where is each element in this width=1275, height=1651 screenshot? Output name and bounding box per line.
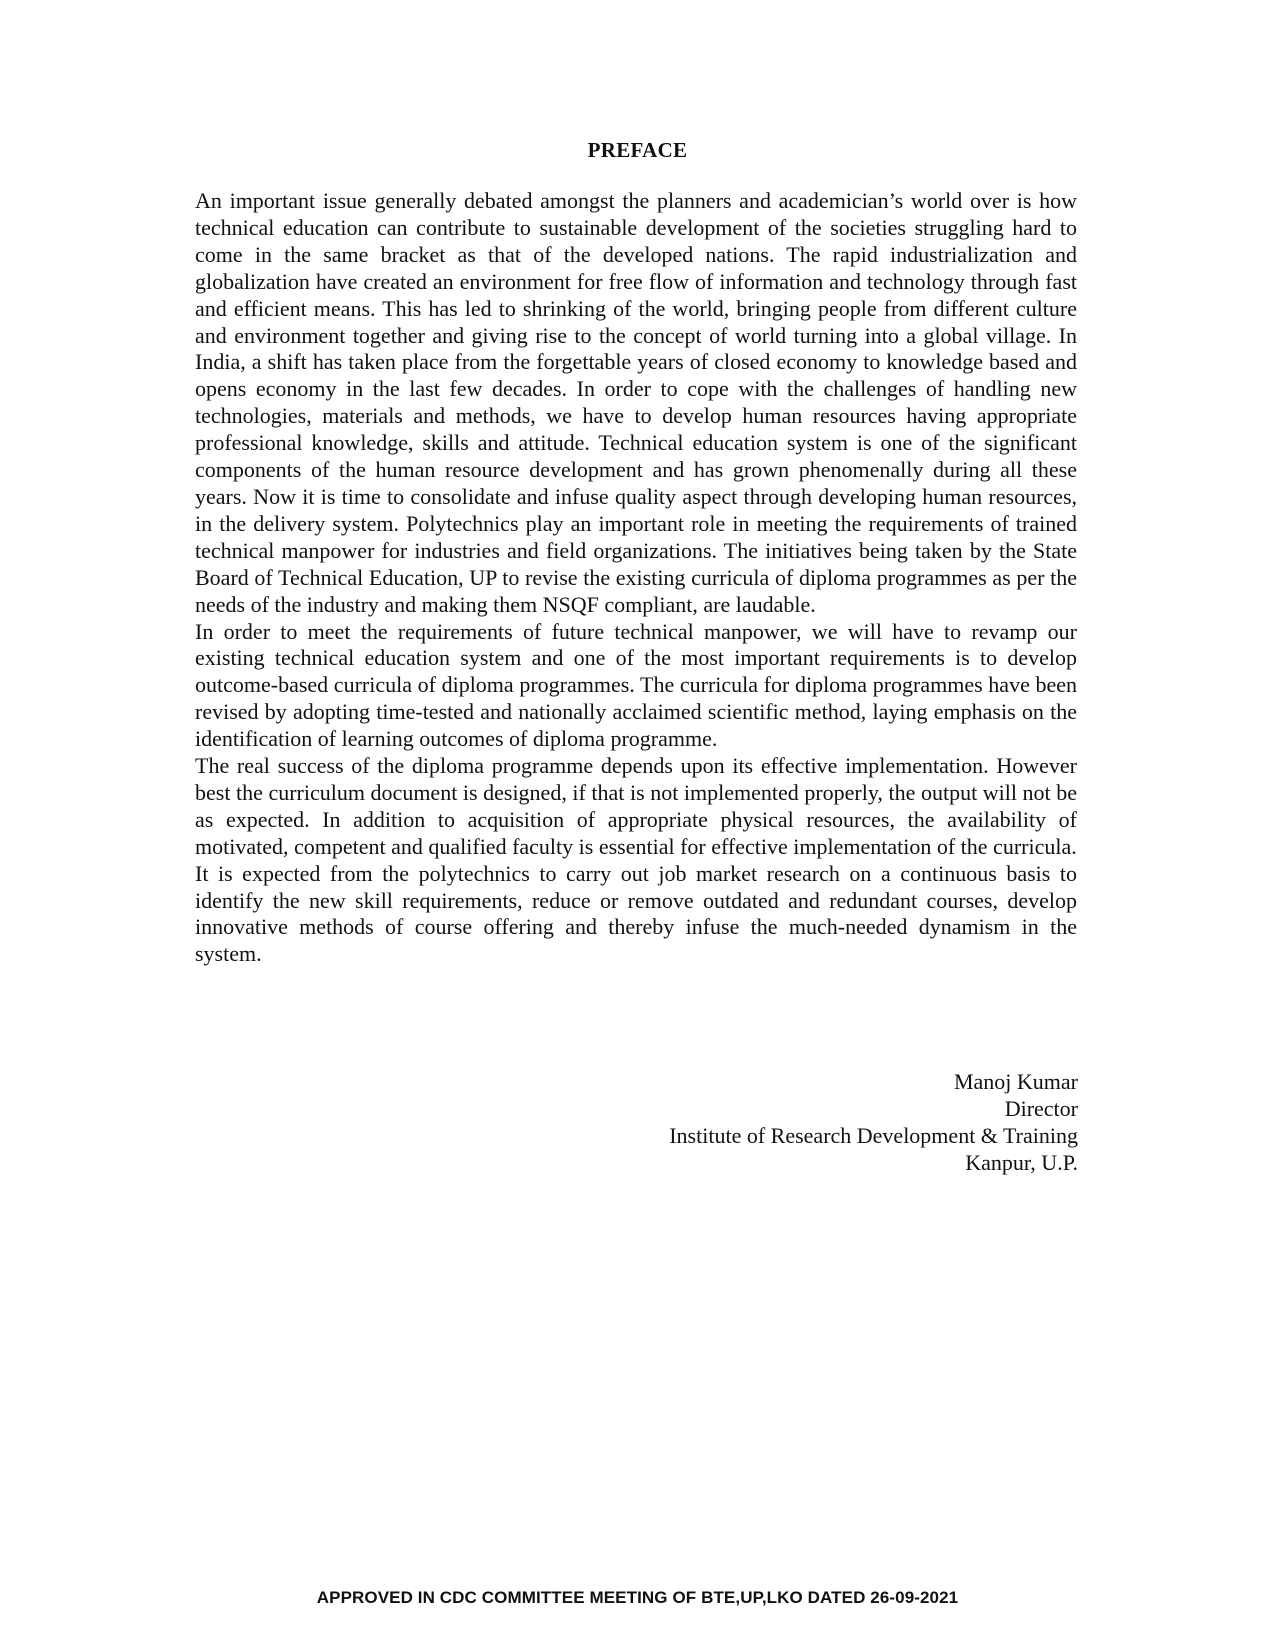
approval-footer: APPROVED IN CDC COMMITTEE MEETING OF BTE,UP,LKO DATED 26-09-2021 <box>316 1588 959 1607</box>
preface-body <box>195 188 1077 968</box>
signatory-location: Kanpur, U.P. <box>965 1150 1078 1175</box>
page-title: PREFACE <box>587 138 688 162</box>
paragraph-3: The real success of the diploma programme depends upon its effective implementation. However best the curriculum document is designed, if that is not implemented properly, the output will not be as expected. In addition to acquisition of appropriate physical resources, the availability of motivated, competent and qualified faculty is essential for effective implementation of the curricula. <box>195 753 1077 859</box>
signature-block <box>669 1068 1078 1176</box>
signatory-name: Manoj Kumar <box>953 1069 1078 1094</box>
signatory-designation: Director <box>1004 1096 1078 1121</box>
paragraph-4: It is expected from the polytechnics to carry out job market research on a continuous basis to identify the new skill requirements, reduce or remove outdated and redundant courses, develop innovative methods of course offering and thereby infuse the much-needed dynamism in the system. <box>195 860 1077 967</box>
paragraph-2: In order to meet the requirements of future technical manpower, we will have to revamp our existing technical education system and one of the most important requirements is to develop outcome-based curricula of diploma programmes. The curricula for diploma programmes have been revised by adopting time-tested and nationally acclaimed scientific method, laying emphasis on the identification of learning outcomes of diploma programme. <box>195 618 1077 752</box>
signatory-institute: Institute of Research Development & Training <box>669 1123 1078 1148</box>
paragraph-1: An important issue generally debated amongst the planners and academician’s world over is how technical education can contribute to sustainable development of the societies struggling hard to come in the same bracket as that of the developed nations. The rapid industrialization and globalization have created an environment for free flow of information and technology through fast and efficient means. This has led to shrinking of the world, bringing people from different culture and environment together and giving rise to the concept of world turning into a global village. In India, a shift has taken place from the forgettable years of closed economy to knowledge based and opens economy in the last few decades. In order to cope with the challenges of handling new technologies, materials and methods, we have to develop human resources having appropriate professional knowledge, skills and attitude. Technical education system is one of the significant components of the human resource development and has grown phenomenally during all these years. Now it is time to consolidate and infuse quality aspect through developing human resources, in the delivery system. Polytechnics play an important role in meeting the requirements of trained technical manpower for industries and field organizations. The initiatives being taken by the State Board of Technical Education, UP to revise the existing curricula of diploma programmes as per the needs of the industry and making them NSQF compliant, are laudable. <box>195 188 1077 617</box>
